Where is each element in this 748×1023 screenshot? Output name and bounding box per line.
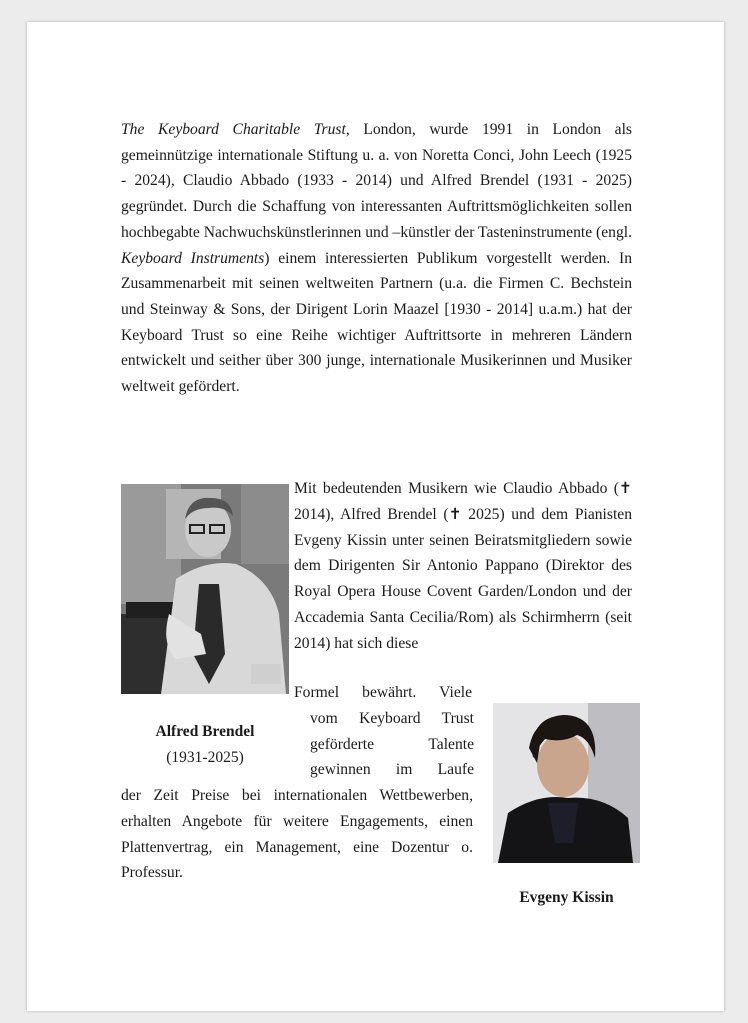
- patrons-line: gewinnen im Laufe: [310, 761, 474, 779]
- kissin-caption: Evgeny Kissin: [519, 889, 614, 906]
- patrons-line: Formel bewährt. Viele: [294, 684, 472, 701]
- patrons-paragraph-bottom: der Zeit Preise bei internationalen Wettbewerben, erhalten Angebote für weitere Engagements, einen Plattenvertrag, ein Management, eine Dozentur o. Professur.: [121, 787, 473, 882]
- brendel-name: Alfred Brendel: [155, 723, 255, 740]
- keyboard-instruments: Keyboard Instruments: [121, 249, 265, 267]
- brendel-years: (1931-2025): [166, 749, 244, 766]
- patrons-line: geförderte Talente: [310, 735, 474, 753]
- trust-name: The Keyboard Charitable Trust: [121, 121, 346, 138]
- brendel-portrait-image: [121, 484, 289, 694]
- patrons-paragraph-middle: [294, 680, 474, 783]
- patrons-line: vom Keyboard Trust: [310, 709, 474, 727]
- brendel-caption: [121, 719, 289, 771]
- alfred-brendel-photo: [121, 484, 289, 694]
- kissin-portrait-image: [493, 703, 640, 863]
- intro-text-b: ) einem interessierten Publikum vorgestellt werden. In Zusammenarbeit mit seinen weltweiten Partnern (u.a. die Firmen C. Bechstein und Steinway & Sons, der Dirigent Lorin Maazel [1930 - 2014] u.a.m.) hat der Keyboard Trust so eine Reihe wichtiger Auftrittsorte in mehreren Ländern entwickelt und seither über 300 junge, internationale Musikerinnen und Musiker weltweit gefördert.: [121, 249, 632, 396]
- evgeny-kissin-photo: [493, 703, 640, 863]
- intro-paragraph: [121, 117, 632, 400]
- patrons-paragraph-top: Mit bedeutenden Musikern wie Claudio Abbado (✝ 2014), Alfred Brendel (✝ 2025) und dem Pianisten Evgeny Kissin unter seinen Beiratsmitgliedern sowie dem Dirigenten Sir Antonio Pappano (Direktor des Royal Opera House Covent Garden/London und der Accademia Santa Cecilia/Rom) als Schirmherrn (seit 2014) hat sich diese: [294, 480, 632, 652]
- intro-text-a: , London, wurde 1991 in London als gemeinnützige internationale Stiftung u. a. von Noretta Conci, John Leech (1925 - 2024), Claudio Abbado (1933 - 2014) und Alfred Brendel (1931 - 2025) gegründet. Durch die Schaffung von interessanten Auftrittsmöglichkeiten sollen hochbegabte Nachwuchskünstlerinnen und –künstler der Tasteninstrumente (engl.: [121, 121, 632, 241]
